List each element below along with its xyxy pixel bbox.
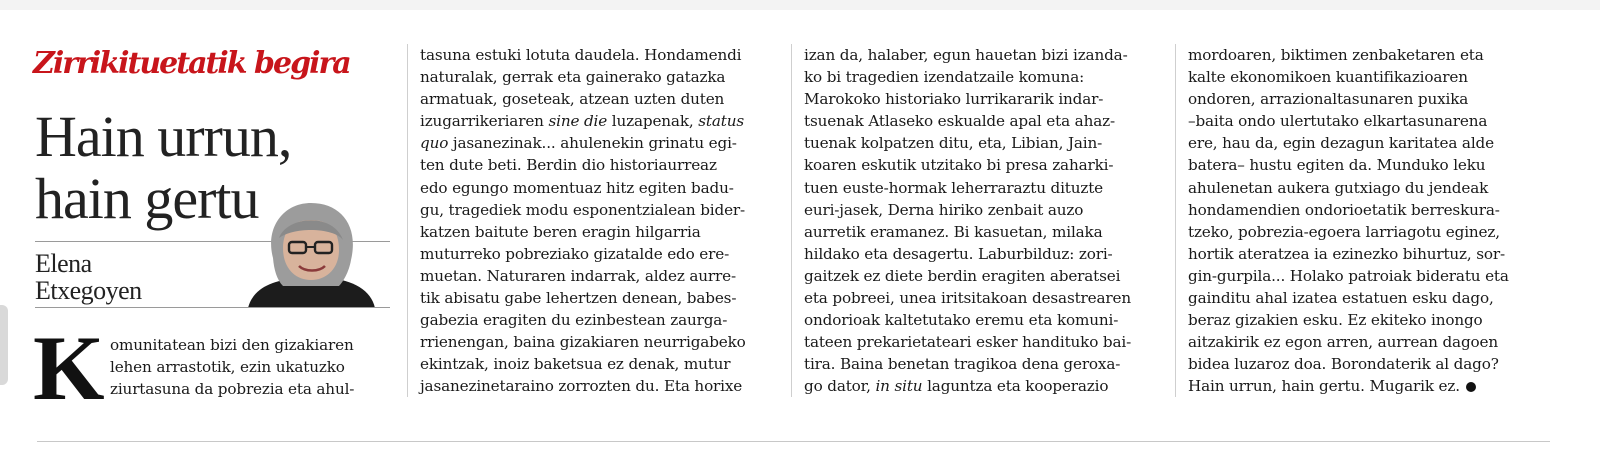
text-line	[1188, 353, 1509, 375]
text-run: ere, hau da, egin dezagun karitatea alde	[1188, 134, 1494, 153]
text-line	[420, 66, 746, 88]
text-line	[420, 110, 746, 132]
text-line	[804, 88, 1131, 110]
text-run: luzapenak,	[607, 112, 699, 131]
text-line	[1188, 265, 1509, 287]
text-run: muetan. Naturaren indarrak, aldez aurre-	[420, 266, 736, 285]
text-run: hildako eta desagertu. Laburbilduz: zori-	[804, 244, 1113, 263]
text-run: omunitatean bizi den gizakiaren	[110, 336, 354, 354]
drop-cap: K	[33, 317, 105, 419]
text-run: aitzakirik ez egon arren, aurrean dagoen	[1188, 333, 1498, 352]
text-line	[804, 199, 1131, 221]
text-run: ahulenetan aukera gutxiago du jendeak	[1188, 178, 1489, 197]
text-run: tuen euste-hormak leherraraztu dituzte	[804, 178, 1104, 197]
column-divider	[791, 44, 792, 397]
text-run: edo egungo momentuaz hitz egiten badu-	[420, 178, 734, 197]
text-line	[420, 88, 746, 110]
text-run: gaitzek ez diete berdin eragiten aberatsei	[804, 266, 1121, 285]
text-run: go dator,	[804, 377, 876, 396]
text-run: muturreko pobreziako gizatalde edo ere-	[420, 244, 730, 263]
headline-line-2: hain gertu	[35, 166, 259, 231]
text-line	[110, 378, 354, 400]
text-line	[804, 287, 1131, 309]
text-run: eta pobreei, unea iritsitakoan desastrearen	[804, 289, 1131, 308]
author-name	[35, 250, 235, 304]
text-line	[804, 309, 1131, 331]
text-line	[420, 353, 746, 375]
text-run: tzeko, pobrezia-egoera larriagotu eginez,	[1188, 222, 1500, 241]
text-line	[804, 353, 1131, 375]
byline-bottom-rule	[35, 307, 390, 308]
article-column-4	[1188, 44, 1509, 398]
text-line	[1188, 287, 1509, 309]
text-run: aurretik eramanez. Bi kasuetan, milaka	[804, 222, 1103, 241]
text-run: izan da, halaber, egun hauetan bizi izanda-	[804, 46, 1128, 64]
text-line	[804, 177, 1131, 199]
text-run: naturalak, gerrak eta gainerako gatazka	[420, 68, 726, 87]
text-line	[110, 334, 354, 356]
author-last-name: Etxegoyen	[35, 276, 142, 305]
text-run: tsuenak Atlaseko eskualde apal eta ahaz-	[804, 112, 1115, 131]
text-line	[420, 375, 746, 397]
top-page-strip	[0, 0, 1600, 10]
text-run: –baita ondo ulertutako elkartasunarena	[1188, 112, 1488, 131]
text-line	[420, 132, 746, 154]
text-run: hortik ateratzea ia ezinezko bihurtuz, sor-	[1188, 244, 1505, 263]
text-line	[420, 221, 746, 243]
text-line	[1188, 199, 1509, 221]
text-run: tik abisatu gabe lehertzen denean, babes-	[420, 289, 737, 308]
text-line	[420, 331, 746, 353]
headline-line-1: Hain urrun,	[35, 104, 292, 169]
text-line	[1188, 44, 1509, 66]
text-run: izugarrikeriaren	[420, 112, 549, 131]
author-portrait	[243, 198, 378, 308]
text-line	[804, 243, 1131, 265]
text-run: beraz gizakien esku. Ez ekiteko inongo	[1188, 311, 1483, 330]
text-run: ondorioak kaltetutako eremu eta komuni-	[804, 311, 1119, 330]
italic-text: sine die	[548, 112, 608, 131]
text-line	[420, 44, 746, 66]
text-line	[1188, 221, 1509, 243]
article-column-3	[804, 44, 1131, 398]
text-line	[420, 309, 746, 331]
text-run: rrienengan, baina gizakiaren neurrigabeko	[420, 333, 746, 352]
text-line	[1188, 110, 1509, 132]
text-line	[1188, 177, 1509, 199]
text-line	[420, 154, 746, 176]
section-label: Zirrikituetatik begira	[33, 46, 350, 81]
text-run: armatuak, goseteak, atzean uzten duten	[420, 90, 725, 109]
text-line	[420, 265, 746, 287]
text-line	[804, 44, 1131, 66]
text-run: laguntza eta kooperazio	[922, 377, 1109, 396]
text-line	[804, 132, 1131, 154]
text-line	[804, 154, 1131, 176]
text-line	[420, 199, 746, 221]
text-line	[1188, 154, 1509, 176]
text-line	[420, 177, 746, 199]
author-first-name: Elena	[35, 249, 92, 278]
end-mark-icon	[1466, 382, 1476, 392]
text-line	[1188, 375, 1509, 397]
article-column-1	[110, 334, 354, 400]
text-run: mordoaren, biktimen zenbaketaren eta	[1188, 46, 1484, 64]
text-run: kalte ekonomikoen kuantifikazioaren	[1188, 68, 1468, 87]
text-run: Marokoko historiako lurrikararik indar-	[804, 90, 1104, 109]
text-line	[1188, 66, 1509, 88]
text-line	[1188, 243, 1509, 265]
text-run: tateen prekarietateari esker handituko bai-	[804, 333, 1132, 352]
text-line	[1188, 309, 1509, 331]
italic-text: quo	[420, 134, 449, 153]
text-line	[804, 221, 1131, 243]
text-line	[1188, 88, 1509, 110]
article-column-2	[420, 44, 746, 398]
text-line	[804, 375, 1131, 397]
text-run: tuenak kolpatzen ditu, eta, Libian, Jain-	[804, 134, 1103, 153]
text-line	[1188, 132, 1509, 154]
column-divider	[407, 44, 408, 397]
bottom-rule	[37, 441, 1550, 442]
column-divider	[1175, 44, 1176, 397]
italic-text: status	[698, 112, 744, 131]
text-line	[420, 287, 746, 309]
text-run: hondamendien ondorioetatik berreskura-	[1188, 200, 1500, 219]
text-run: lehen arrastotik, ezin ukatuzko	[110, 358, 345, 377]
text-run: Hain urrun, hain gertu. Mugarik ez.	[1188, 377, 1460, 396]
text-run: gin-gurpila... Holako patroiak bideratu eta	[1188, 266, 1509, 285]
left-edge-mark	[0, 305, 8, 385]
text-run: batera– hustu egiten da. Munduko leku	[1188, 156, 1486, 175]
text-run: gainditu ahal izatea estatuen esku dago,	[1188, 289, 1494, 308]
text-run: tasuna estuki lotuta daudela. Hondamendi	[420, 46, 742, 64]
text-run: gu, tragediek modu esponentzialean bider-	[420, 200, 746, 219]
text-run: ko bi tragedien izendatzaile komuna:	[804, 68, 1085, 87]
text-line	[110, 356, 354, 378]
text-run: ekintzak, inoiz baketsua ez denak, mutur	[420, 355, 731, 374]
text-run: jasanezinetaraino zorrozten du. Eta horixe	[420, 377, 743, 396]
text-run: jasanezinak... ahulenekin grinatu egi-	[448, 134, 737, 153]
text-run: ziurtasuna da pobrezia eta ahul-	[110, 380, 355, 399]
text-line	[804, 331, 1131, 353]
text-run: bidea luzaroz doa. Borondaterik al dago?	[1188, 355, 1499, 374]
text-line	[804, 66, 1131, 88]
text-line	[804, 110, 1131, 132]
text-run: katzen baitute beren eragin hilgarria	[420, 222, 701, 241]
text-line	[420, 243, 746, 265]
text-run: gabezia eragiten du ezinbestean zaurga-	[420, 311, 728, 330]
text-run: ten dute beti. Berdin dio historiaurreaz	[420, 156, 717, 175]
text-run: euri-jasek, Derna hiriko zenbait auzo	[804, 200, 1084, 219]
text-run: ondoren, arrazionaltasunaren puxika	[1188, 90, 1469, 109]
text-run: koaren eskutik utzitako bi presa zaharki-	[804, 156, 1114, 175]
italic-text: in situ	[875, 377, 923, 396]
text-run: tira. Baina benetan tragikoa dena geroxa-	[804, 355, 1121, 374]
text-line	[804, 265, 1131, 287]
text-line	[1188, 331, 1509, 353]
